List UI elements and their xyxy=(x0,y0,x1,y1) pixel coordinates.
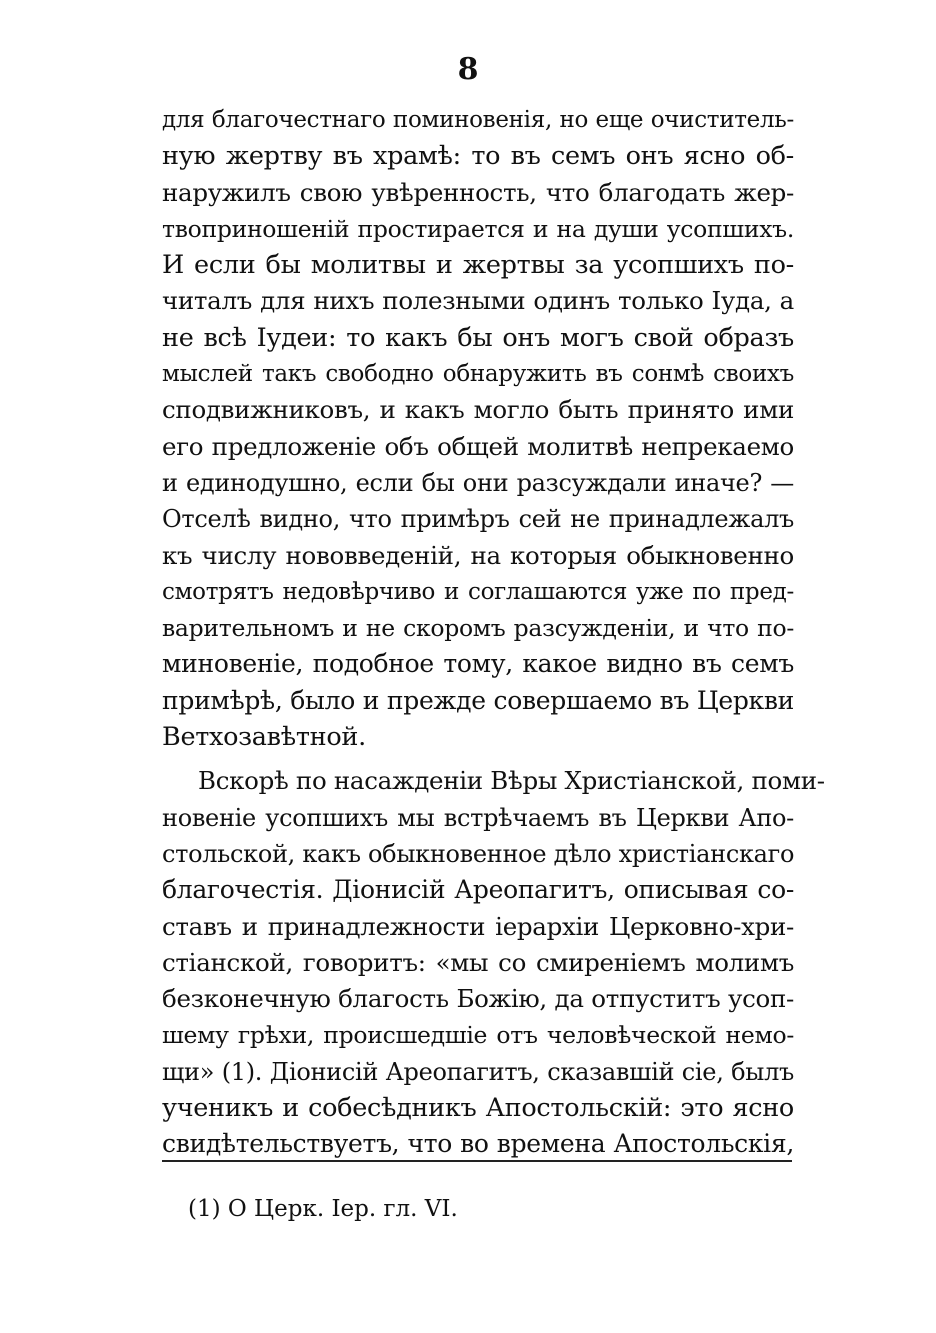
text-line: мыслей такъ свободно обнаружить въ сонмѣ своихъ xyxy=(162,361,794,388)
text-line: ставъ и принадлежности іерархіи Церковно-хри- xyxy=(162,911,794,941)
text-line: новеніе усопшихъ мы встрѣчаемъ въ Церкви Апо- xyxy=(162,803,794,832)
text-line: благочестія. Діонисій Ареопагитъ, описывая со- xyxy=(162,875,794,905)
text-line: къ числу нововведеній, на которыя обыкновенно xyxy=(162,540,794,570)
footnote-divider xyxy=(162,1160,792,1162)
text-line: шему грѣхи, происшедшіе отъ человѣческой немо- xyxy=(162,1021,794,1050)
text-line: ную жертву въ храмѣ: то въ семъ онъ ясно об- xyxy=(162,141,794,172)
text-line: Вскорѣ по насажденіи Вѣры Христіанской, поми- xyxy=(198,766,825,796)
paragraph-gap xyxy=(162,755,794,763)
text-line: сподвижниковъ, и какъ могло быть принято ими xyxy=(162,395,794,425)
text-line: для благочестнаго поминовенія, но еще очиститель- xyxy=(162,107,794,133)
text-line: варительномъ и не скоромъ разсужденіи, и что по- xyxy=(162,614,794,643)
text-line: смотрятъ недовѣрчиво и соглашаются уже по пред- xyxy=(162,578,794,605)
paragraph-2 xyxy=(162,763,825,1162)
text-line: свидѣтельствуетъ, что во времена Апостольскія, xyxy=(162,1129,794,1159)
text-line: твоприношеній простирается и на души усопшихъ. xyxy=(162,214,794,243)
page-number: 8 xyxy=(457,52,479,87)
text-line: щи» (1). Діонисій Ареопагитъ, сказавшій сіе, былъ xyxy=(162,1057,794,1086)
text-line: ученикъ и собесѣдникъ Апостольскій: это ясно xyxy=(162,1093,794,1124)
text-line: И если бы молитвы и жертвы за усопшихъ по- xyxy=(162,250,794,281)
text-line: Отселѣ видно, что примѣръ сей не принадлежалъ xyxy=(162,505,794,534)
text-line: примѣрѣ, было и прежде совершаемо въ Церкви xyxy=(162,685,794,715)
text-line: и единодушно, если бы они разсуждали иначе? — xyxy=(162,468,794,497)
text-line: не всѣ Іудеи: то какъ бы онъ могъ свой образъ xyxy=(162,322,794,353)
text-line: читалъ для нихъ полезными одинъ только Іуда, а xyxy=(162,286,794,316)
text-line: наружилъ свою увѣренность, что благодать жер- xyxy=(162,177,794,207)
body-text xyxy=(162,102,825,1163)
paragraph-1 xyxy=(162,102,794,755)
text-line: стольской, какъ обыкновенное дѣло христіанскаго xyxy=(162,839,795,868)
text-line: миновеніе, подобное тому, какое видно въ семъ xyxy=(162,649,794,679)
text-line: его предложеніе объ общей молитвѣ непрекаемо xyxy=(162,431,794,461)
footnote: (1) О Церк. Іер. гл. VI. xyxy=(188,1196,458,1222)
text-line: безконечную благость Божію, да отпуститъ усоп- xyxy=(162,984,794,1014)
text-line: стіанской, говоритъ: «мы со смиреніемъ молимъ xyxy=(162,947,794,977)
text-line: Ветхозавѣтной. xyxy=(162,722,366,753)
